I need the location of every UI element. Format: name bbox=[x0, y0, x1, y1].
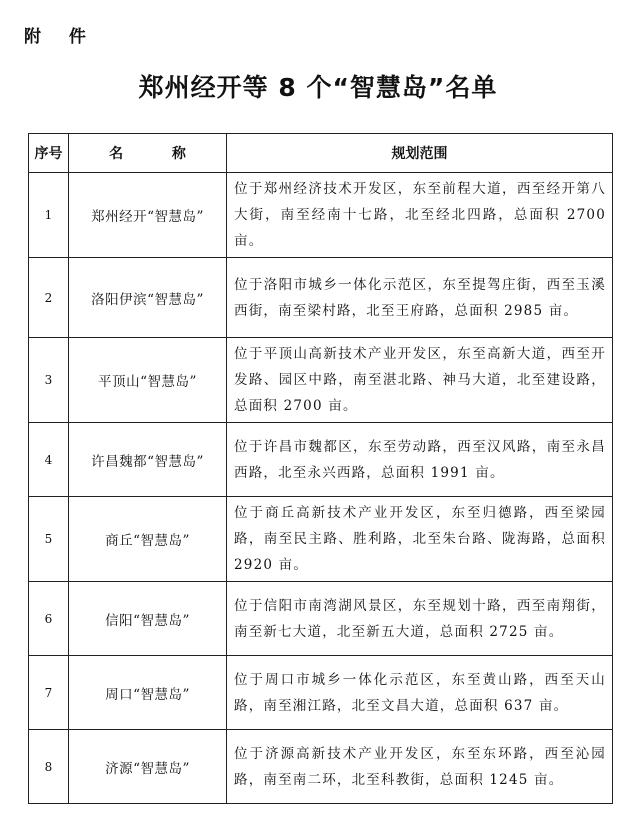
header-scope: 规划范围 bbox=[227, 134, 613, 173]
row-name: 许昌魏都“智慧岛” bbox=[69, 423, 227, 497]
table-row bbox=[29, 656, 613, 730]
header-no: 序号 bbox=[29, 134, 69, 173]
row-no: 2 bbox=[29, 258, 69, 338]
table-row bbox=[29, 423, 613, 497]
row-name: 商丘“智慧岛” bbox=[69, 497, 227, 582]
table-row bbox=[29, 730, 613, 804]
row-scope: 位于许昌市魏都区，东至劳动路，西至汉风路，南至永昌西路，北至永兴西路，总面积 1991 亩。 bbox=[227, 423, 613, 497]
row-scope: 位于郑州经济技术开发区，东至前程大道，西至经开第八大街，南至经南十七路，北至经北四路，总面积 2700 亩。 bbox=[227, 173, 613, 258]
row-scope: 位于周口市城乡一体化示范区，东至黄山路，西至天山路，南至湘江路，北至文昌大道，总面积 637 亩。 bbox=[227, 656, 613, 730]
row-scope: 位于信阳市南湾湖风景区，东至规划十路，西至南翔街，南至新七大道，北至新五大道，总面积 2725 亩。 bbox=[227, 582, 613, 656]
table-row bbox=[29, 173, 613, 258]
row-no: 8 bbox=[29, 730, 69, 804]
attachment-label: 附 件 bbox=[24, 27, 97, 47]
table-header-row bbox=[29, 134, 613, 173]
row-scope: 位于洛阳市城乡一体化示范区，东至提驾庄街，西至玉溪西街，南至梁村路，北至王府路，总面积 2985 亩。 bbox=[227, 258, 613, 338]
row-no: 4 bbox=[29, 423, 69, 497]
smart-island-table bbox=[28, 133, 613, 804]
row-scope: 位于济源高新技术产业开发区，东至东环路，西至沁园路，南至南二环，北至科教街，总面积 1245 亩。 bbox=[227, 730, 613, 804]
table-row bbox=[29, 497, 613, 582]
row-name: 周口“智慧岛” bbox=[69, 656, 227, 730]
table-row bbox=[29, 338, 613, 423]
row-no: 5 bbox=[29, 497, 69, 582]
row-no: 7 bbox=[29, 656, 69, 730]
table-row bbox=[29, 258, 613, 338]
document-title: 郑州经开等 8 个“智慧岛”名单 bbox=[138, 73, 498, 102]
row-scope: 位于平顶山高新技术产业开发区，东至高新大道，西至开发路、园区中路，南至湛北路、神马大道，北至建设路，总面积 2700 亩。 bbox=[227, 338, 613, 423]
row-name: 济源“智慧岛” bbox=[69, 730, 227, 804]
header-name: 名 称 bbox=[69, 134, 227, 173]
row-name: 郑州经开“智慧岛” bbox=[69, 173, 227, 258]
row-name: 信阳“智慧岛” bbox=[69, 582, 227, 656]
row-name: 洛阳伊滨“智慧岛” bbox=[69, 258, 227, 338]
row-no: 3 bbox=[29, 338, 69, 423]
row-name: 平顶山“智慧岛” bbox=[69, 338, 227, 423]
table-row bbox=[29, 582, 613, 656]
row-scope: 位于商丘高新技术产业开发区，东至归德路，西至梁园路，南至民主路、胜利路，北至朱台路、陇海路，总面积 2920 亩。 bbox=[227, 497, 613, 582]
row-no: 6 bbox=[29, 582, 69, 656]
row-no: 1 bbox=[29, 173, 69, 258]
